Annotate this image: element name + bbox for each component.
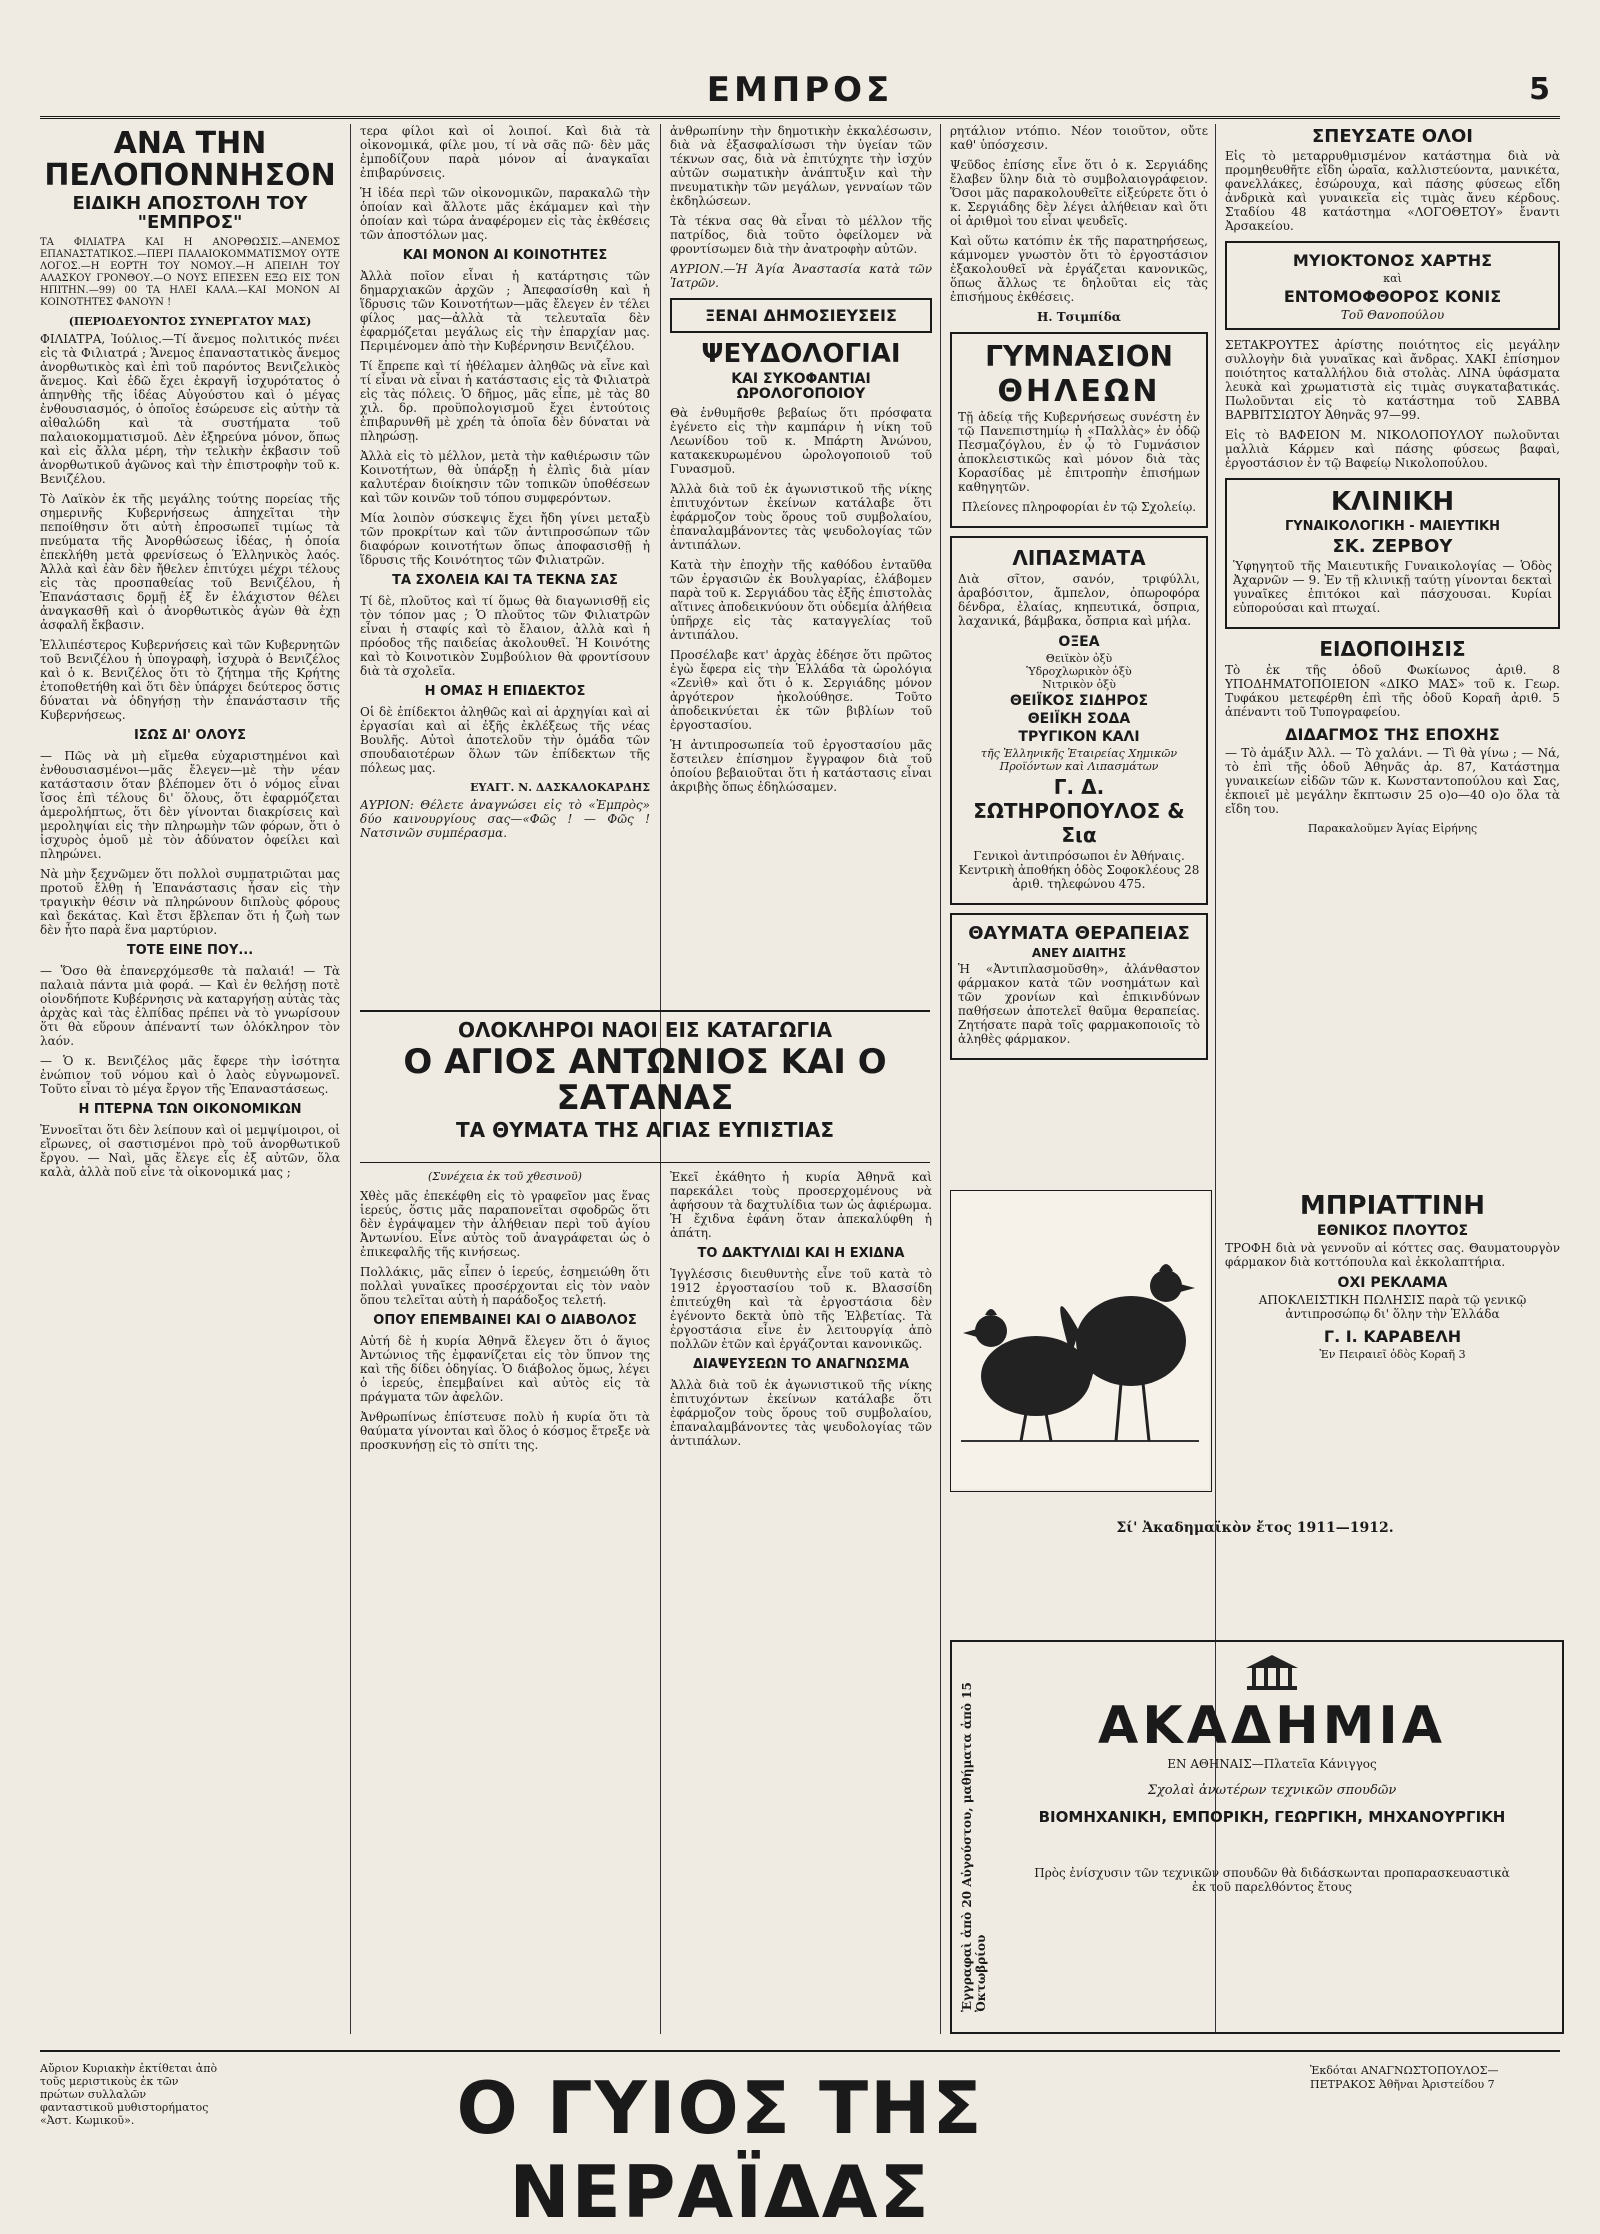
column-3-top: [670, 124, 932, 1004]
paragraph: Χθὲς μᾶς ἐπεκέφθη εἰς τὸ γραφεῖον μας ἕνας ἱερεύς, ὅστις μᾶς παραπονεῖται σφοδρῶς ὅτι δὲν ἐγράψαμεν τὴν ἀλήθειαν περὶ τοῦ ἁγίου Ἀντωνίου. Εἶνε αὐτὸς τοῦ ἀναγράφεται ὡς ὁ ἐπικεφαλῆς τῆς κινήσεως.: [360, 1189, 650, 1259]
ad-text: Διὰ σῖτον, σανόν, τριφύλλι, ἀραβόσιτον, ἄμπελον, ὀπωροφόρα δένδρα, ἐλαίας, κηπευτικά, ὄσπρια, λαχανικά, βάμβακα, ὄσπρια καὶ μήλα.: [958, 571, 1200, 628]
paragraph: Ψεῦδος ἐπίσης εἶνε ὅτι ὁ κ. Σεργιάδης ἔλαβεν ὕλην διὰ τὸ συμβολαιογράφειον. Ὅσοι μᾶς παρακολουθεῖτε εἰξεύρετε ὅτι ὁ κ. Σεργιάδης δὲν λέγει ἀλήθειαν καὶ ὅτι οἱ ἀριθμοὶ του εἶναι ψευδεῖς.: [950, 158, 1208, 228]
ad-title: ΜΠΡΙΑΤΤΙΝΗ: [1299, 1191, 1486, 1221]
ad-connector: καὶ: [1383, 272, 1402, 285]
ad-subtitle: ΓΥΝΑΙΚΟΛΟΓΙΚΗ - ΜΑΙΕΥΤΙΚΗ: [1284, 518, 1501, 534]
publisher-info: Ἐκδόται ΑΝΑΓΝΩΣΤΟΠΟΥΛΟΣ—ΠΕΤΡΑΚΟΣ Ἀθῆναι Ἀριστείδου 7: [1310, 2064, 1499, 2091]
headline-lies: ΨΕΥΔΟΛΟΓΙΑΙ: [701, 339, 901, 369]
byline: (ΠΕΡΙΟΔΕΥΟΝΤΟΣ ΣΥΝΕΡΓΑΤΟΥ ΜΑΣ): [68, 314, 312, 328]
banner-lead-text: Αὔριον Κυριακὴν ἐκτίθεται ἀπὸ τοῦς μεριστικοὺς ἐκ τῶν πρώτων συλλαλῶν φανταστικοῦ μυθιστορήματος «Ἀστ. Κωμικοῦ».: [40, 2062, 218, 2127]
paragraph: Νὰ μὴν ξεχνῶμεν ὅτι πολλοὶ συμπατριῶται μας προτοῦ ἔλθῃ ἡ Ἐπανάστασις ἦσαν εἰς τὴν τραγικὴν θέσιν νὰ πληρώνουν διπλοὺς φόρους καὶ δεκάτας. Καὶ ἔτσι ἔβλεπαν ὅτι ἡ ζωὴ των δὲν ἦτο παρὰ ἕνα μαρτύριον.: [40, 866, 340, 937]
academic-year-note: Σί' Ἀκαδημαϊκὸν ἔτος 1911—1912.: [1116, 1520, 1394, 1536]
page-number: 5: [1529, 72, 1550, 107]
tomorrow-note: ΑΥΡΙΟΝ.—Ἡ Ἁγία Ἀναστασία κατὰ τῶν Ἰατρῶν.: [670, 262, 932, 290]
section-heading: ΤΑ ΣΧΟΛΕΙΑ ΚΑΙ ΤΑ ΤΕΚΝΑ ΣΑΣ: [392, 573, 618, 588]
banner-line-1: ΟΛΟΚΛΗΡΟΙ ΝΑΟΙ ΕΙΣ ΚΑΤΑΓΩΓΙΑ: [457, 1018, 833, 1042]
section-heading: Η ΠΤΕΡΝΑ ΤΩΝ ΟΙΚΟΝΟΜΙΚΩΝ: [78, 1101, 302, 1117]
paragraph: — Ὅσο θὰ ἐπανερχόμεσθε τὰ παλαιά! — Τὰ παλαιὰ πάντα μιὰ φορά. — Καὶ ἐν θελήσῃ ποτὲ οἱονδήποτε Κυβέρνησις νὰ καταργήσῃ αὐτὰς τὰς ἀρχὰς καὶ τὰς ἐλπίδας πρέπει νὰ τὸ γνωρίσουν ὅτι θὰ εὕρουν ἀπέναντί των ὁλόκληρον τὸν λαόν.: [40, 963, 340, 1048]
paragraph: Ἀνθρωπίνως ἐπίστευσε πολὺ ἡ κυρία ὅτι τὰ θαύματα γίνονται καὶ ὅλος ὁ κόσμος ἔτρεξε νὰ προσκυνήσῃ εἰς τὸ σπίτι της.: [360, 1410, 650, 1452]
column-5: [1225, 124, 1560, 1184]
ad-product: ΘΕΙΪΚΟΣ ΣΙΔΗΡΟΣ: [1009, 692, 1149, 709]
ad-doctor: ΣΚ. ΖΕΡΒΟΥ: [1332, 535, 1453, 557]
section-heading: ΟΠΟΥ ΕΠΕΜΒΑΙΝΕΙ ΚΑΙ Ο ΔΙΑΒΟΛΟΣ: [373, 1313, 637, 1328]
ad-list-item: Θειϊκὸν ὀξὺ: [1045, 651, 1113, 665]
ad-text: Εἰς τὸ ΒΑΦΕΙΟΝ Μ. ΝΙΚΟΛΟΠΟΥΛΟΥ πωλοῦνται μαλλιὰ Κάρμεν καὶ πάσης φύσεως βαφαὶ, ἐργοστάσιον ἐν τῷ Βαφείῳ Νικολοπούλου.: [1225, 428, 1560, 470]
ad-text: Ἡ «Ἀντιπλασμοῦσθη», ἀλάνθαστον φάρμακον κατὰ τῶν νοσημάτων καὶ τῶν χρονίων καὶ ἐπικινδύνων παθήσεων ἀποτελεῖ θαῦμα θεραπείας. Ζητήσατε παρὰ τοῖς φαρμακοποιοῖς τὸ ἀληθὲς φάρμακον.: [958, 961, 1200, 1046]
paragraph: Ἀλλὰ διὰ τοῦ ἐκ ἀγωνιστικοῦ τῆς νίκης ἐπιτυχόντων ἐκείνων κατάλαβε ὅτι ἐφάρμοζον τοὺς ὅρους τοῦ συμβολαίου, ἐπαναλαμβάνοντες τὰς ψευδολογίας τῶν ἀντιπάλων.: [670, 1378, 932, 1448]
ad-text: Εἰς τὸ μεταρρυθμισμένον κατάστημα διὰ νὰ προμηθευθῆτε εἴδη ὡραῖα, καλλιστεύοντα, μανικέτα, φανελλάκες, ἑσώρουχα, καὶ πάσης φύσεως εἴδη ἀνδρικὰ καὶ γυναικεῖα εἰς τιμὰς ἄνευ κέρδους. Σταδίου 48 κατάστημα «ΛΟΓΟΘΕΤΟΥ» ἔναντι Ἀρσακείου.: [1225, 149, 1560, 233]
paragraph: — Πῶς νὰ μὴ εἴμεθα εὐχαριστημένοι καὶ ἐνθουσιασμένοι—μᾶς ἔλεγεν—μὲ τὴν νέαν κατάστασιν ὅταν βλέπομεν ὅτι ὁ νόμος εἶναι ἴσος ἐπὶ τέλους δι' ὅλους, ὅτι ἐφαρμόζεται ἀμερολήπτως, ὅτι δὲν γίνονται διακρίσεις καὶ μεροληψίαι εἰς τὴν πληρωμὴν τῶν φόρων, ὅτι ὁ ἰσχυρὸς ὁμοῦ μὲ τὸν ἀδύνατον ὀφείλει καὶ πληρώνει.: [40, 748, 340, 861]
paragraph: Αὐτή δὲ ἡ κυρία Ἀθηνᾶ ἔλεγεν ὅτι ὁ ἅγιος Ἀντώνιος τῆς ἐμφανίζεται εἰς τὸν ὕπνον της καὶ τῆς δίδει ὁδηγίας. Ὁ διάβολος ὅμως, λέγει ὁ ἱερεύς, ἐπεμβαίνει καὶ αὐτὸς εἰς τὰ πράγματα τῶν ἀφελῶν.: [360, 1334, 650, 1404]
paragraph: Τὰ τέκνα σας θὰ εἶναι τὸ μέλλον τῆς πατρίδος, διὰ τοῦτο ὀφείλομεν νὰ φροντίσωμεν διὰ τὴν ἀνατροφὴν αὐτῶν.: [670, 214, 932, 256]
ad-address: Ἐν Πειραιεῖ ὁδὸς Κοραῆ 3: [1319, 1347, 1466, 1361]
academy-title: ΑΚΑΔΗΜΙΑ: [1098, 1696, 1446, 1756]
section-heading: ΙΣΩΣ ΔΙ' ΟΛΟΥΣ: [133, 727, 247, 743]
banner-line-3: ΤΑ ΘΥΜΑΤΑ ΤΗΣ ΑΓΙΑΣ ΕΥΠΙΣΤΙΑΣ: [455, 1118, 835, 1143]
academy-fields: ΒΙΟΜΗΧΑΝΙΚΗ, ΕΜΠΟΡΙΚΗ, ΓΕΩΡΓΙΚΗ, ΜΗΧΑΝΟΥΡΓΙΚΗ: [1038, 1808, 1506, 1827]
paragraph: Ἀλλὰ ποῖον εἶναι ἡ κατάρτησις τῶν δημαρχιακῶν ἀρχῶν ; Ἀπεφασίσθη καὶ ἡ ἵδρυσις τῶν Κοινοτήτων—μᾶς ἔλεγεν ἐν τέλει φίλος μας—ἀλλὰ τὰ τελευταῖα δὲν ἐφαρμόζεται μεγάλως εἰς τὴν ἐπαρχίαν μας. Περιμένομεν ἀπὸ τὴν Κυβέρνησιν Βενιζέλου.: [360, 269, 650, 353]
ad-fertilizers: [950, 536, 1208, 905]
paragraph: Οἱ δὲ ἐπίδεκτοι ἀληθῶς καὶ αἱ ἀρχηγίαι καὶ αἱ ἐργασίαι καὶ αἱ ἐξῆς ἐκλέξεως τῆς νέας Βουλῆς. Αὐτοὶ ἀποτελοῦν τὴν ὁμάδα τῶν σπουδαιοτέρων ὅλων τῶν ἐπίδεκτων τῆς πόλεως μας.: [360, 705, 650, 775]
serial-novel-banner: [40, 2050, 1560, 2234]
academy-content: [992, 1652, 1552, 1894]
banner-title: Ο ΓΥΙΟΣ ΤΗΣ ΝΕΡΑΪΔΑΣ: [456, 2066, 984, 2234]
ad-text: — Τὸ ἀμάξιν Ἀλλ. — Τὸ χαλάνι. — Τὶ θὰ γίνω ; — Νά, τὸ ἐπὶ τῆς ὁδοῦ Ἀθηνᾶς ἀρ. 87, Κατάστημα γυναικείων εἰδῶν τῶν κ. Κωνσταντοπούλου καὶ Σας, ἐκποιεῖ μὲ μεγάλην ἔκπτωσιν 25 ο)ο—40 ο)ο ὅλα τὰ εἴδη του.: [1225, 745, 1560, 816]
ad-rep: Γ. Δ. ΣΩΤΗΡΟΠΟΥΛΟΣ & Σια: [973, 774, 1185, 847]
paragraph: Καὶ οὕτω κατόπιν ἐκ τῆς παρατηρήσεως, κάμνομεν γνωστὸν ὅτι τὸ ἐργοστάσιον ἐξακολουθεῖ νὰ ἐργάζεται κανονικῶς, ὅπως ἄλλως τε δηλοῦται εἰς τὰς ἐπισήμους ἐκθέσεις.: [950, 234, 1208, 304]
ad-girls-gymnasium: [950, 332, 1208, 528]
ad-product: ΤΡΥΓΙΚΟΝ ΚΑΛΙ: [1018, 728, 1140, 745]
paragraph: Τί δὲ, πλοῦτος καὶ τί ὅμως θὰ διαγωνισθῇ εἰς τὸν τόπον μας ; Ὁ πλοῦτος τῶν Φιλιατρῶν εἶναι ἡ σταφίς καὶ τὸ ἔλαιον, ἀλλὰ καὶ ἡ πρόοδος τῆς παιδείας ἀκολουθεῖ. Ἡ Κοινότης καὶ τὸ Κοινοτικὸν Συμβούλιον θὰ φροντίσουν διὰ τὰ σχολεῖα.: [360, 594, 650, 678]
paragraph: Τὸ Λαϊκὸν ἐκ τῆς μεγάλης τούτης πορείας τῆς σημερινῆς Κυβερνήσεως ἀπηχεῖται τὴν πεποίθησιν ὅτι αὐτὴ ἐπροσωπεῖ τιμίως τὰ πνεύματα τῆς Ἀνορθώσεως ἰδέας, ἡ ὁποία ἐπεκλήθη μετὰ φρενίσεως ὁ Ἑλληνικὸς λαός. Ἀλλὰ καὶ ἐὰν δὲν ἤθελεν ἐπιτύχει μέχρι τέλους εἰς τὰς προσπαθείας τοῦ Βενιζέλου, ἡ Ἐπανάστασις δρμῇ ἐξ ἔν ἐλάχιστον θέλει ἀναγκασθῆ καὶ ὁ ἀνορθωτικὸς ἀγὼν θὰ ἐχῃ ἀσφαλῆ ἔκβασιν.: [40, 491, 340, 632]
column-2-bottom: [360, 1170, 650, 2034]
academy-subtitle: Σχολαὶ ἀνωτέρων τεχνικῶν σπουδῶν: [1147, 1783, 1397, 1799]
paragraph: Κατὰ τὴν ἐποχὴν τῆς καθόδου ἐνταῦθα τῶν ἐργασιῶν ἐκ Βουλγαρίας, ἐλάβομεν παρὰ τοῦ κ. Σεργιάδου τὰς ἐξῆς ἐπιστολὰς αἵτινες ἀποδεικνύουν ὅτι οὐδεμία ἀλήθεια ὑπῆρχε εἰς τὰς καταγγελίας τοῦ ἀντιπάλου.: [670, 557, 932, 642]
academy-vertical-note: Ἐγγραφαὶ ἀπὸ 20 Αὐγούστου, μαθήματα ἀπὸ 15 Ὀκτωβρίου: [960, 1682, 988, 2012]
column-2-top: [360, 124, 650, 1004]
ad-list-item: Ὑδροχλωρικὸν ὀξὺ: [1026, 664, 1132, 678]
column-rule: [350, 124, 351, 2034]
column-4: [950, 124, 1208, 1184]
column-3-bottom: [670, 1170, 932, 2034]
column-rule: [940, 124, 941, 2034]
ad-subtitle: ΕΘΝΙΚΟΣ ΠΛΟΥΤΟΣ: [1316, 1222, 1469, 1239]
paragraph: Ἡ ἀντιπροσωπεία τοῦ ἐργοστασίου μᾶς ἔστειλεν ἐπίσημον ἔγγραφον διὰ τοῦ ὁποίου βεβαιοῦται ὅτι ἡ κατάστασις εἶναι ἀκριβὴς ὅπως ἐδηλώσαμεν.: [670, 737, 932, 794]
headline-slanders: ΚΑΙ ΣΥΚΟΦΑΝΤΙΑΙ ΩΡΟΛΟΓΟΠΟΙΟΥ: [731, 371, 871, 402]
ad-list-item: Νιτρικὸν ὀξὺ: [1042, 677, 1116, 691]
section-heading: ΚΑΙ ΜΟΝΟΝ ΑΙ ΚΟΙΝΟΤΗΤΕΣ: [402, 248, 608, 263]
box-title: ΞΕΝΑΙ ΔΗΜΟΣΙΕΥΣΕΙΣ: [705, 306, 897, 325]
section-heading: Η ΟΜΑΣ Η ΕΠΙΔΕΚΤΟΣ: [424, 684, 586, 699]
academy-location: ΕΝ ΑΘΗΝΑΙΣ—Πλατεῖα Κάνιγγος: [1167, 1757, 1377, 1772]
ad-subtitle: ΟΧΙ ΡΕΚΛΑΜΑ: [1337, 1274, 1448, 1291]
hens-illustration: [950, 1190, 1212, 1492]
subheadline-special-mission: ΕΙΔΙΚΗ ΑΠΟΣΤΟΛΗ ΤΟΥ "ΕΜΠΡΟΣ": [72, 193, 308, 233]
ad-title: ΘΗΛΕΩΝ: [997, 373, 1161, 409]
ad-text: Ὑφηγητοῦ τῆς Μαιευτικῆς Γυναικολογίας — Ὁδὸς Ἀχαρνῶν — 9. Ἐν τῇ κλινικῇ ταύτῃ γίνονται δεκταὶ γυναῖκες ἐπιτόκοι καὶ πάσχουσαι. Κυρίαι εὐπορούσαι καὶ πτωχαί.: [1233, 558, 1552, 615]
paragraph: ΦΙΛΙΑΤΡΑ, Ἰούλιος.—Τί ἄνεμος πολιτικός πνέει εἰς τὰ Φιλιατρά ; Ἄνεμος ἐπαναστατικὸς ἄνεμος ἀνορθωτικὸς καὶ ἐπὶ τοῦ παρόντος Βενιζελικὸς ἄνεμος. Καὶ ἐδῶ ἔχει ἐκραγῆ ἰσχυρότατος ὁ ἀπηνθὴς τῆς ἰδέας Αὐγούστου καὶ ὁ μέγας ἐνθουσιασμός, ὁ ὁποῖος ἐσώρευσε εἰς αὐτὴν τὰ αἰθαλώδη καὶ τὰ συστήματα τοῦ παλαιοκομματισμοῦ. Δὲν ἐξηρεύνα μόνον, ὅπως καὶ εἰς ἄλλα μέρη, τὴν τελικὴν ἐκβασιν τοῦ ἀνορθωτικοῦ ἀγῶνος καὶ τὴν ἐπιστροφὴν τοῦ κ. Βενιζέλου.: [40, 331, 340, 486]
ad-subtitle: ΑΝΕΥ ΔΙΑΙΤΗΣ: [1031, 945, 1127, 960]
ad-hens-region: [950, 1190, 1560, 1610]
headline-peloponnese: ΑΝΑ ΤΗΝ ΠΕΛΟΠΟΝΝΗΣΟΝ: [44, 126, 336, 193]
paragraph: Μία λοιπὸν σύσκεψις ἔχει ἤδη γίνει μεταξὺ τῶν προκρίτων καὶ τῶν ἀντιπροσώπων τῶν διαφόρων κοινοτήτων ὅπως ἀποφασισθῇ ἡ ἵδρυσις τῆς Κοινότητος τῶν Φιλιατρῶν.: [360, 511, 650, 567]
ad-rep: Γ. Ι. ΚΑΡΑΒΕΛΗ: [1323, 1326, 1462, 1346]
ad-fly-paper: [1225, 241, 1560, 330]
ad-healing-miracles: [950, 913, 1208, 1060]
tomorrow-note: ΑΥΡΙΟΝ: Θέλετε ἀναγνώσει εἰς τὸ «Ἐμπρὸς» δύο καινουργίους σας—«Φῶς ! — Φῶς ! Νατσινῶν συμπέρασμα.: [360, 798, 650, 840]
paragraph: Ἐννοεῖται ὅτι δὲν λείπουν καὶ οἱ μεμψίμοιροι, οἱ εἴρωνες, οἱ σαστισμένοι πρὸ τοῦ ἀνορθωτικοῦ ἔργου. — Ναὶ, μᾶς ἔλεγε εἷς ἐξ αὐτῶν, ὅλα καλὰ, ἀλλὰ ποῦ εἶνε τὰ οἰκονομικά μας ;: [40, 1122, 340, 1179]
column-1: [40, 124, 340, 2034]
ad-title: ΕΙΔΟΠΟΙΗΣΙΣ: [1319, 636, 1466, 661]
banner-line-2: Ο ΑΓΙΟΣ ΑΝΤΩΝΙΟΣ ΚΑΙ Ο ΣΑΤΑΝΑΣ: [403, 1042, 887, 1118]
ad-title: ΘΑΥΜΑΤΑ ΘΕΡΑΠΕΙΑΣ: [968, 922, 1190, 944]
signature: Η. Τσιμπίδα: [1037, 310, 1121, 324]
ad-text: Γενικοὶ ἀντιπρόσωποι ἐν Ἀθήναις. Κεντρικὴ ἀποθήκη ὁδὸς Σοφοκλέους 28 ἀριθ. τηλεφώνου 475.: [958, 848, 1200, 891]
paragraph: ἀνθρωπίνην τὴν δημοτικὴν ἐκκαλέσωσιν, διὰ νὰ ἐξασφαλίσωσι τὴν ὑγείαν τῶν τέκνων σας, διὰ νὰ ἐπιτύχητε τὴν ἰσχύν αὐτῶν σωματικὴν ἀνάπτυξιν καὶ τὴν πνευματικὴν τῶν μεγάλων, γενναίων τῶν ἐκδηλώσεων.: [670, 124, 932, 208]
ad-clinic: [1225, 478, 1560, 629]
paragraph: Τί ἔπρεπε καὶ τί ἠθέλαμεν ἀληθῶς νὰ εἶνε καὶ τί εἶναι νὰ εἶναι ἡ κατάστασις εἰς τὰ Φιλιατρὰ εἰς τὰς πόλεις. Ὁ δῆμος, μᾶς εἶπε, μὲ τὰς 80 χιλ. δρ. προϋπολογισμοῦ ἔχει ἐντούτοις ἐπιβαρυνθῆ μὲ χρέη τὰ ὁποῖα δὲν δύναται νὰ πληρώσῃ.: [360, 359, 650, 443]
paragraph: — Ὁ κ. Βενιζέλος μᾶς ἔφερε τὴν ἰσότητα ἐνώπιον τοῦ νόμου καὶ ὁ λαὸς εὐγνωμονεῖ. Τοῦτο εἶναι τὸ μέγα ἔργον τῆς Ἐπαναστάσεως.: [40, 1053, 340, 1096]
paragraph: Ἀλλὰ διὰ τοῦ ἐκ ἀγωνιστικοῦ τῆς νίκης ἐπιτυχόντων ἐκείνων κατάλαβε ὅτι ἐφάρμοζον τοὺς ὅρους τοῦ συμβολαίου, ἐπαναλαμβάνοντες τὰς ψευδολογίας τῶν ἀντιπάλων.: [670, 481, 932, 552]
paragraph: Θὰ ἐνθυμῆσθε βεβαίως ὅτι πρόσφατα ἐγένετο εἰς τὴν καμπάριν ἡ νίκη τοῦ Λεωνίδου τοῦ κ. Μπάρτη Ἀνώνου, κατακεκυρωμένου ὡρολογοποιοῦ τοῦ Γυνασμοῦ.: [670, 405, 932, 476]
section-heading: ΤΟ ΔΑΚΤΥΛΙΔΙ ΚΑΙ Η ΕΧΙΔΝΑ: [697, 1246, 905, 1261]
ad-title: ΣΠΕΥΣΑΤΕ ΟΛΟΙ: [1312, 126, 1473, 147]
ad-text: ΣΕΤΑΚΡΟΥΤΕΣ ἀρίστης ποιότητος εἰς μεγάλην συλλογὴν διὰ γυναῖκας καὶ ἄνδρας. ΧΑΚΙ ἐπίσημον ποιότητος καταλλήλου διὰ στολὰς. ΛΙΝΑ ὑφάσματα λευκὰ καὶ χρωματιστὰ εἰς τιμὰς συγκαταβατικάς. Πωλοῦνται εἰς τὸ κατάστημα τοῦ ΣΑΒΒΑ ΒΑΡΒΙΤΣΙΩΤΟΥ Ἀθηνᾶς 97—99.: [1225, 338, 1560, 422]
ad-text: Τῇ ἀδείᾳ τῆς Κυβερνήσεως συνέστη ἐν τῷ Πανεπιστημίῳ ἡ «Παλλὰς» ἐν ὁδῷ Πεσμαζόγλου, ἐν ᾧ τὸ Γυμνάσιον ἀποκλειστικῶς καὶ μόνον διὰ τὰς Κορασίδας μὲ ἐπιτροπὴν ἐπισήμων καθηγητῶν.: [958, 409, 1200, 494]
hens-icon: [951, 1191, 1209, 1489]
ad-title: ΜΥΙΟΚΤΟΝΟΣ ΧΑΡΤΗΣ: [1292, 251, 1493, 270]
article-summary: ΤΑ ΦΙΛΙΑΤΡΑ ΚΑΙ Η ΑΝΟΡΘΩΣΙΣ.—ΑΝΕΜΟΣ ΕΠΑΝΑΣΤΑΤΙΚΟΣ.—ΠΕΡΙ ΠΑΛΑΙΟΚΟΜΜΑΤΙΣΜΟΥ ΟΥΤΕ ΛΟΓΟΣ.—Η ΕΟΡΤΗ ΤΟΥ ΝΟΜΟΥ.—Η ΑΠΕΙΛΗ ΤΟΥ ΑΛΑΣΚΟΥ ΓΡΟΝΘΟΥ.—Ο ΝΟΥΣ ΕΠΕΣΕΝ ΕΞΩ ΕΙΣ ΤΟΝ ΗΠΙΤΗΝ.—99) 00 ΤΑ ΗΛΕΙ ΚΑΛΑ.—ΚΑΙ ΜΟΝΟΝ ΑΙ ΚΟΙΝΟΤΗΤΕΣ ΦΑΝΟΥΝ !: [40, 236, 340, 308]
paragraph: Προσέλαβε κατ' ἀρχὰς ἐδέησε ὅτι πρῶτος ἐγὼ ἔφερα εἰς τὴν Ἑλλάδα τὰ ὡρολόγια «Ζενὶθ» καὶ ὅτι ὁ κ. Σεργιάδης μόνον ἀργότερον ἠκολούθησε. Τοῦτο ἀποδεικνύεται ἐκ τῶν βιβλίων τοῦ ἐργοστασίου.: [670, 647, 932, 732]
ad-signature: Παρακαλοῦμεν Ἁγίας Εἰρήνης: [1307, 821, 1478, 835]
newspaper-title: ΕΜΠΡΟΣ: [706, 70, 894, 110]
ad-text: Τοῦ Θανοπούλου: [1340, 308, 1445, 322]
ad-text: Τὸ ἐκ τῆς ὁδοῦ Φωκίωνος ἀριθ. 8 ΥΠΟΔΗΜΑΤΟΠΟΙΕΙΟΝ «ΔΙΚΟ ΜΑΣ» τοῦ κ. Γεωρ. Τυφάκου μετεφέρθη ἐπὶ τῆς ὁδοῦ Κοραῆ ἀριθ. 5 ἀπέναντι τοῦ Τυπογραφείου.: [1225, 662, 1560, 719]
paragraph: τερα φίλοι καὶ οἱ λοιποί. Καὶ διὰ τὰ οἰκονομικά, φίλε μου, τί νὰ σᾶς πῶ· δὲν μᾶς ἐμποδίζουν παρὰ μόνον αἱ ἀναγκαῖαι ἐπιβαρύνσεις.: [360, 124, 650, 180]
foreign-publications-box: [670, 298, 932, 333]
author-signature: ΕΥΑΓΓ. Ν. ΔΑΣΚΑΛΟΚΑΡΔΗΣ: [470, 781, 650, 794]
ad-briattini: [1225, 1190, 1560, 1361]
continuation-note: (Συνέχεια ἐκ τοῦ χθεσινοῦ): [428, 1170, 582, 1183]
ad-text: ΑΠΟΚΛΕΙΣΤΙΚΗ ΠΩΛΗΣΙΣ παρὰ τῷ γενικῷ ἀντιπροσώπῳ δι' ὅλην τὴν Ἑλλάδα: [1258, 1292, 1527, 1321]
ad-list-item: ΟΞΕΑ: [1058, 633, 1100, 650]
ad-product: ΘΕΙΪΚΗ ΣΟΔΑ: [1027, 710, 1131, 727]
building-icon: [1242, 1652, 1302, 1692]
masthead: [40, 70, 1560, 119]
ad-company: τῆς Ἑλληνικῆς Ἑταιρείας Χημικῶν Προϊόντων καὶ Λιπασμάτων: [980, 746, 1178, 773]
paragraph: Ἰγγλέσσις διευθυντὴς εἶνε τοῦ κατὰ τὸ 1912 ἐργοστασίου τοῦ κ. Βλασσίδη ἐπιτεύχθη καὶ τὰ ἐργοστάσια δὲν ἐγένοντο δεκτὰ ὑπὸ τῆς Ἐλβετίας. Τὰ ἐργοστάσια εἶνε ἐν λειτουργίᾳ ἀπὸ πολλῶν ἐτῶν καὶ ἐργάζονται κανονικῶς.: [670, 1267, 932, 1351]
ad-title: ΔΙΔΑΓΜΟΣ ΤΗΣ ΕΠΟΧΗΣ: [1285, 724, 1500, 744]
ad-title: ΛΙΠΑΣΜΑΤΑ: [1012, 545, 1146, 570]
ad-academy: [950, 1640, 1564, 2034]
paragraph: Ἐλλιπέστερος Κυβερνήσεις καὶ τῶν Κυβερνητῶν τοῦ Βενιζέλου ἡ ὑπογραφὴ, ἰσχυρὰ ὁ Βενιζέλος καὶ ὁ κ. Βενιζέλος ὅτι τὸ ζήτημα τῆς Κρήτης ἐτοποθετήθη καὶ ὅτι δὲν ὑπάρχει δεύτερος ὅστις δύναται νὰ ὁδηγήσῃ τὴν ἐπανάστασιν τῆς Κυβερνήσεως.: [40, 637, 340, 722]
ad-title: ΓΥΜΝΑΣΙΟΝ: [985, 340, 1173, 373]
ad-title: ΚΛΙΝΙΚΗ: [1330, 487, 1455, 517]
paragraph: ρητάλιον ντόπιο. Νέον τοιοῦτον, οὔτε καθ' ὑπόσχεσιν.: [950, 124, 1208, 152]
ad-text: ΤΡΟΦΗ διὰ νὰ γεννοῦν αἱ κόττες σας. Θαυματουργὸν φάρμακον διὰ κοττόπουλα καὶ ἐκκολαπτήρια.: [1225, 1240, 1560, 1269]
ad-text: Πλείονες πληροφορίαι ἐν τῷ Σχολείῳ.: [961, 499, 1197, 514]
paragraph: Πολλάκις, μᾶς εἶπεν ὁ ἱερεύς, ἐσημειώθη ὅτι πολλαὶ γυναῖκες προσέρχονται εἰς τὸν ναὸν ὅπου τελεῖται αὐτὴ ἡ παράδοξος τελετή.: [360, 1265, 650, 1307]
paragraph: Ἡ ἰδέα περὶ τῶν οἰκονομικῶν, παρακαλῶ τὴν ὁποίαν καὶ ἄλλοτε μᾶς ἐκάμαμεν καὶ τὴν ὁποίαν καὶ τώρα ἀναφέρομεν εἰς τὰς ἐκθέσεις τῶν ἀποστόλων μας.: [360, 186, 650, 242]
banner-st-antonios: [360, 1010, 930, 1163]
section-heading: ΔΙΑΨΕΥΣΕΩΝ ΤΟ ΑΝΑΓΝΩΣΜΑ: [692, 1357, 910, 1372]
ad-title: ΕΝΤΟΜΟΦΘΟΡΟΣ ΚΟΝΙΣ: [1283, 287, 1502, 306]
paragraph: Ἐκεῖ ἐκάθητο ἡ κυρία Ἀθηνᾶ καὶ παρεκάλει τοὺς προσερχομένους νὰ ἀφήσουν τὰ δαχτυλίδια των ὡς ἀφιέρωμα. Ἡ ἔχιδνα ἐφάνη ὅταν ἀπεκαλύφθη ἡ ἀπάτη.: [670, 1170, 932, 1240]
academy-note: Πρὸς ἐνίσχυσιν τῶν τεχνικῶν σπουδῶν θὰ διδάσκωνται προπαρασκευαστικὰ ἐκ τοῦ παρελθόντος ἔτους: [1034, 1866, 1510, 1895]
section-heading: ΤΟΤΕ ΕΙΝΕ ΠΟΥ...: [126, 942, 254, 958]
paragraph: Ἀλλὰ εἰς τὸ μέλλον, μετὰ τὴν καθιέρωσιν τῶν Κοινοτήτων, θὰ ὑπάρξῃ ἡ ἐλπὶς διὰ μίαν καλυτέραν διοίκησιν τῶν τοπικῶν ὑποθέσεων καὶ τῶν κοινῶν τοῦ τόπου συμφερόντων.: [360, 449, 650, 505]
